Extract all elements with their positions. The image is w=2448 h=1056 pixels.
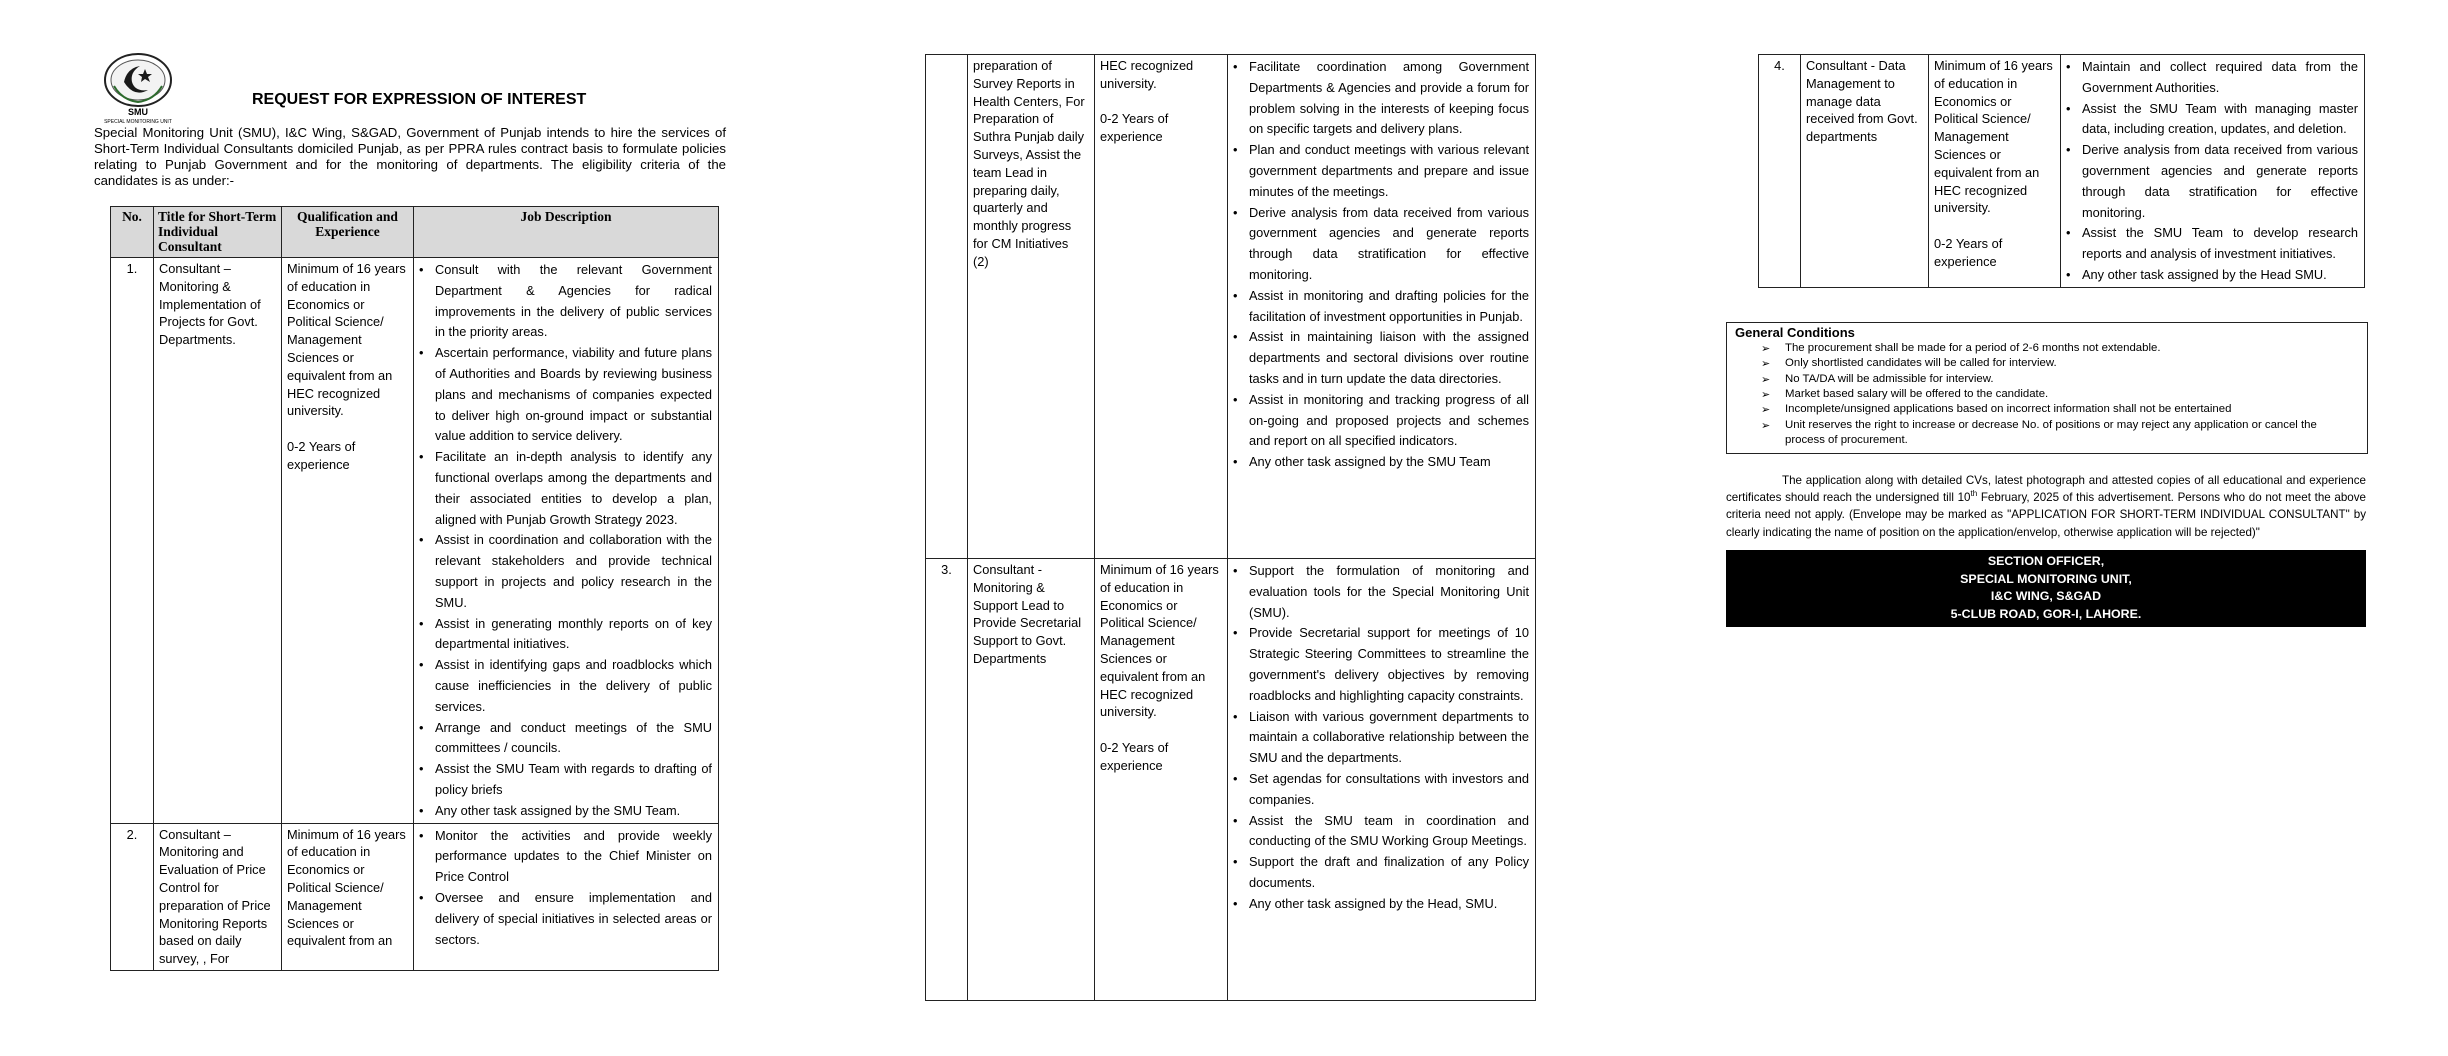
page-2 xyxy=(925,54,1535,1001)
header xyxy=(94,52,728,125)
table-row xyxy=(111,823,719,970)
general-conditions-box xyxy=(1726,322,2368,454)
job-description xyxy=(414,823,719,970)
duty-list xyxy=(415,259,717,822)
signature-block xyxy=(1726,550,2366,626)
duty-item: • Arrange and conduct meetings of the SMU committees / councils. xyxy=(435,718,712,760)
signature-line: SECTION OFFICER, xyxy=(1987,554,2105,569)
qualification-text: Minimum of 16 years of education in Economics or Political Science/ Management Sciences or equivalent from an HEC recognized university. 0-2 Years of experience xyxy=(282,258,414,824)
table-row xyxy=(1759,55,2365,288)
general-conditions-list xyxy=(1735,341,2359,449)
duty-item: • Assist in monitoring and tracking progress of all on-going and proposed projects and schemes and report on all specified indicators. xyxy=(1249,390,1529,452)
condition-item: ➢ No TA/DA will be admissible for interview. xyxy=(1785,372,2359,387)
qualification-text: Minimum of 16 years of education in Economics or Political Science/ Management Sciences or equivalent from an HEC recognized university. 0-2 Years of experience xyxy=(1929,55,2061,288)
qualification-text: Minimum of 16 years of education in Economics or Political Science/ Management Sciences or equivalent from an HEC recognized university. 0-2 Years of experience xyxy=(1095,559,1228,1001)
duty-item: • Provide Secretarial support for meetings of 10 Strategic Steering Committees to streamline the government's delivery objectives by removing roadblocks and highlighting capacity constraints. xyxy=(1249,623,1529,706)
row-number: 2. xyxy=(111,823,154,970)
eligibility-table-p3 xyxy=(1758,54,2365,288)
consultant-title: Consultant – Monitoring & Implementation of Projects for Govt. Departments. xyxy=(154,258,282,824)
job-description xyxy=(1228,559,1536,1001)
duty-item: • Assist the SMU Team with regards to drafting of policy briefs xyxy=(435,759,712,801)
job-description xyxy=(414,258,719,824)
header-no: No. xyxy=(111,207,154,258)
document-title: REQUEST FOR EXPRESSION OF INTEREST xyxy=(252,91,587,108)
intro-paragraph: Special Monitoring Unit (SMU), I&C Wing, S&GAD, Government of Punjab intends to hire the services of Short-Term Individual Consultants domiciled Punjab, as per PPRA rules contract basis to formulate policies relating to Punjab Government and for the monitoring of departments. The eligibility criteria of the candidates is as under:- xyxy=(94,125,726,188)
duty-item: • Plan and conduct meetings with various relevant government departments and prepare and issue minutes of the meetings. xyxy=(1249,140,1529,202)
general-conditions-heading: General Conditions xyxy=(1735,324,1855,340)
smu-logo xyxy=(102,52,174,124)
page-3 xyxy=(1726,54,2378,627)
svg-text:SPECIAL MONITORING UNIT: SPECIAL MONITORING UNIT xyxy=(104,119,172,124)
svg-text:SMU: SMU xyxy=(128,107,148,117)
signature-line: 5-CLUB ROAD, GOR-I, LAHORE. xyxy=(1950,607,2142,622)
duty-item: • Liaison with various government departments to maintain a collaborative relationship between the SMU and the departments. xyxy=(1249,707,1529,769)
header-job-description: Job Description xyxy=(414,207,719,258)
duty-item: • Facilitate coordination among Government Departments & Agencies and provide a forum for problem solving in the interests of keeping focus on specific targets and delivery plans. xyxy=(1249,57,1529,140)
table-row xyxy=(926,559,1536,1001)
duty-list xyxy=(415,825,717,951)
duty-item: • Any other task assigned by the SMU Team xyxy=(1249,452,1529,473)
table-row xyxy=(111,258,719,824)
consultant-title: Consultant - Data Management to manage data received from Govt. departments xyxy=(1801,55,1929,288)
qualification-text: HEC recognized university. 0-2 Years of experience xyxy=(1095,55,1228,559)
duty-item: • Any other task assigned by the Head, SMU. xyxy=(1249,894,1529,915)
consultant-title: Consultant - Monitoring & Support Lead to Provide Secretarial Support to Govt. Departments xyxy=(968,559,1095,1001)
condition-item: ➢ The procurement shall be made for a period of 2-6 months not extendable. xyxy=(1785,341,2359,356)
consultant-title: preparation of Survey Reports in Health Centers, For Preparation of Suthra Punjab daily Surveys, Assist the team Lead in preparing daily, quarterly and monthly progress for CM Initiatives (2) xyxy=(968,55,1095,559)
duty-item: • Support the formulation of monitoring and evaluation tools for the Special Monitoring Unit (SMU). xyxy=(1249,561,1529,623)
header-title: Title for Short-Term Individual Consultant xyxy=(154,207,282,258)
duty-item: • Consult with the relevant Government Department & Agencies for radical improvements in the delivery of public services in the priority areas. xyxy=(435,260,712,343)
job-description xyxy=(1228,55,1536,559)
row-number: 1. xyxy=(111,258,154,824)
condition-item: ➢ Only shortlisted candidates will be called for interview. xyxy=(1785,356,2359,371)
signature-line: I&C WING, S&GAD xyxy=(1990,589,2102,604)
row-number: 4. xyxy=(1759,55,1801,288)
row-number xyxy=(926,55,968,559)
duty-item: • Assist the SMU Team with managing master data, including creation, updates, and deletion. xyxy=(2082,99,2358,141)
duty-item: • Ascertain performance, viability and future plans of Authorities and Boards by reviewing business plans and mechanisms of companies expected to deliver high on-ground impact or substantial value addition to service delivery. xyxy=(435,343,712,447)
header-qualification: Qualification and Experience xyxy=(282,207,414,258)
duty-item: • Assist in identifying gaps and roadblocks which cause inefficiencies in the delivery of public services. xyxy=(435,655,712,717)
page-1 xyxy=(94,52,728,971)
condition-item: ➢ Unit reserves the right to increase or decrease No. of positions or may reject any application or cancel the process of procurement. xyxy=(1785,418,2359,449)
qualification-text: Minimum of 16 years of education in Economics or Political Science/ Management Sciences or equivalent from an xyxy=(282,823,414,970)
duty-item: • Oversee and ensure implementation and delivery of special initiatives in selected areas or sectors. xyxy=(435,888,712,950)
signature-line: SPECIAL MONITORING UNIT, xyxy=(1960,571,2132,586)
duty-item: • Derive analysis from data received from various government agencies and generate reports through data stratification for effective monitoring. xyxy=(1249,203,1529,286)
duty-item: • Assist in coordination and collaboration with the relevant stakeholders and provide technical support in projects and policy research in the SMU. xyxy=(435,530,712,613)
consultant-title: Consultant – Monitoring and Evaluation of Price Control for preparation of Price Monitoring Reports based on daily survey, , For xyxy=(154,823,282,970)
duty-item: • Facilitate an in-depth analysis to identify any functional overlaps among the departments and their associated entities to develop a plan, aligned with Punjab Growth Strategy 2023. xyxy=(435,447,712,530)
duty-item: • Monitor the activities and provide weekly performance updates to the Chief Minister on Price Control xyxy=(435,826,712,888)
job-description xyxy=(2061,55,2365,288)
duty-item: • Set agendas for consultations with investors and companies. xyxy=(1249,769,1529,811)
condition-item: ➢ Incomplete/unsigned applications based on incorrect information shall not be entertained xyxy=(1785,402,2359,417)
duty-list xyxy=(2062,56,2363,286)
duty-item: • Derive analysis from data received from various government agencies and generate reports through data stratification for effective monitoring. xyxy=(2082,140,2358,223)
duty-item: • Any other task assigned by the Head SMU. xyxy=(2082,265,2358,286)
duty-item: • Any other task assigned by the SMU Team. xyxy=(435,801,712,822)
duty-list xyxy=(1229,56,1534,473)
duty-item: • Assist in generating monthly reports on of key departmental initiatives. xyxy=(435,614,712,656)
row-number: 3. xyxy=(926,559,968,1001)
eligibility-table-p2 xyxy=(925,54,1536,1001)
duty-item: • Assist in maintaining liaison with the assigned departments and sectoral divisions over routine tasks and in turn update the data directories. xyxy=(1249,327,1529,389)
duty-item: • Assist the SMU Team to develop research reports and analysis of investment initiatives. xyxy=(2082,223,2358,265)
eligibility-table-p1 xyxy=(110,206,719,971)
condition-item: ➢ Market based salary will be offered to the candidate. xyxy=(1785,387,2359,402)
duty-item: • Assist the SMU team in coordination and conducting of the SMU Working Group Meetings. xyxy=(1249,811,1529,853)
duty-list xyxy=(1229,560,1534,915)
duty-item: • Maintain and collect required data from the Government Authorities. xyxy=(2082,57,2358,99)
duty-item: • Assist in monitoring and drafting policies for the facilitation of investment opportunities in Punjab. xyxy=(1249,286,1529,328)
table-row xyxy=(926,55,1536,559)
duty-item: • Support the draft and finalization of any Policy documents. xyxy=(1249,852,1529,894)
application-instructions: The application along with detailed CVs, latest photograph and attested copies of all educational and experience certificates should reach the undersigned till 10th February, 2025 of this advertisement. Persons who do not meet the above criteria need not apply. (Envelope may be marked as "APPLICATION FOR SHORT-TERM INDIVIDUAL CONSULTANT" by clearly indicating the name of position on the application/envelop, otherwise application will be rejected)" xyxy=(1726,473,2366,539)
